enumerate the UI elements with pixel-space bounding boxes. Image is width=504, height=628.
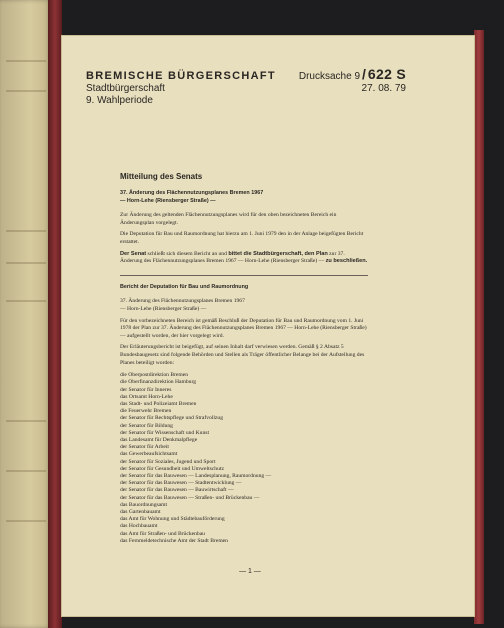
recipient-item: das Fernmeldetechnische Amt der Stadt Bremen [120, 537, 228, 544]
recipient-item: das Ortsamt Horn-Lehe [120, 393, 173, 400]
recipient-item: das Amt für Wohnung und Städtebauförderung [120, 516, 225, 523]
communication-paragraph-3-text-2: zur 37. Änderung des Flächennutzungsplanes Bremen 1967 — Horn-Lehe (Riensberger Straße) — [120, 250, 345, 265]
recipient-item: das Landesamt für Denkmalpflege [120, 436, 198, 443]
recipient-item: der Senator für das Bauwesen — Bauwirtschaft — [120, 487, 234, 494]
printed-matter-number: 622 S [367, 66, 406, 82]
section-divider [120, 275, 368, 276]
senate-label: Der Senat [120, 250, 147, 257]
communication-title: Mitteilung des Senats [120, 172, 203, 181]
recipient-item: das Amt für Straßen- und Brückenbau [120, 530, 205, 537]
recipient-item: der Senator für das Bauwesen — Straßen- und Brückenbau — [120, 494, 260, 501]
communication-paragraph-1: Zur Änderung des geltenden Flächennutzungsplanes wird für den oben bezeichneten Bereich ein Änderungsplan vorgelegt. [120, 212, 337, 226]
chamber-name: Stadtbürgerschaft [86, 83, 165, 94]
report-paragraph-1: Für den vorbezeichneten Bereich ist gemäß Beschluß der Deputation für Bau und Raumordnung vom 1. Juni 1978 der Plan zur 37. Änderung des Flächennutzungsplanes Bremen 1967 — Horn-Lehe (Riensberger Straße) — aufgestellt worden, der hier vorgelegt wird. [120, 317, 367, 339]
recipient-item: die Oberfinanzdirektion Hamburg [120, 379, 197, 386]
request-label: bittet die Stadtbürgerschaft, den Plan [228, 250, 328, 257]
document-date: 27. 08. 79 [361, 83, 406, 94]
recipient-item: der Senator für das Bauwesen — Stadtentwicklung — [120, 480, 242, 487]
recipient-item: der Senator für Bildung [120, 422, 173, 429]
page-number: — 1 — [239, 568, 261, 575]
recipient-item: die Feuerwehr Bremen [120, 408, 172, 415]
legislative-period: 9. Wahlperiode [86, 95, 153, 106]
recipient-item: das Stadt- und Polizeiamt Bremen [120, 400, 197, 407]
communication-paragraph-3-text-1: schließt sich diesem Bericht an und [146, 250, 229, 257]
recipient-list [120, 372, 368, 545]
recipient-item: das Gewerbeaufsichtsamt [120, 451, 178, 458]
page-edge [474, 30, 484, 624]
recipient-item: das Hochbauamt [120, 523, 158, 530]
parliament-name: BREMISCHE BÜRGERSCHAFT [86, 70, 276, 82]
recipient-item: der Senator für Wissenschaft und Kunst [120, 429, 209, 436]
report-subject-line-1: 37. Änderung des Flächennutzungsplanes Bremen 1967 [120, 298, 245, 305]
report-paragraph-2: Der Erläuterungsbericht ist beigefügt, auf seinen Inhalt darf verwiesen werden. Gemäß § 2 Absatz 5 Bundesbaugesetz sind folgende Behörden und Stellen als Träger öffentlicher Belange bei der Aufstellung des Planes beteiligt worden: [120, 344, 365, 366]
communication-paragraph-2: Die Deputation für Bau und Raumordnung hat hierzu am 1. Juni 1979 den in der Anlage beigefügten Bericht erstattet. [120, 231, 364, 245]
report-title: Bericht der Deputation für Bau und Raumordnung [120, 283, 249, 290]
recipient-item: der Senator für Gesundheit und Umweltschutz [120, 465, 224, 472]
communication-subject-line-2: — Horn-Lehe (Riensberger Straße) — [120, 197, 216, 204]
document-body [120, 172, 368, 545]
recipient-item: der Senator für Rechtspflege und Strafvollzug [120, 415, 223, 422]
printed-matter-reference [296, 66, 406, 95]
communication-subject-line-1: 37. Änderung des Flächennutzungsplanes Bremen 1967 [120, 190, 264, 196]
recipient-item: der Senator für Inneres [120, 386, 172, 393]
recipient-item: das Bauordnungsamt [120, 501, 168, 508]
recipient-item: das Gartenbauamt [120, 508, 161, 515]
recipient-item: der Senator für das Bauwesen — Landesplanung, Raumordnung — [120, 472, 272, 479]
recipient-item: der Senator für Soziales, Jugend und Sport [120, 458, 216, 465]
printed-matter-slash: / [362, 66, 366, 82]
communication-paragraph-3 [120, 251, 368, 266]
binder-spine [48, 0, 62, 628]
printed-matter-label: Drucksache 9 [298, 71, 361, 82]
resolve-label: zu beschließen. [325, 258, 368, 265]
recipient-item: der Senator für Arbeit [120, 444, 169, 451]
report-subject-line-2: — Horn-Lehe (Riensberger Straße) — [120, 305, 207, 312]
previous-page [0, 0, 50, 628]
recipient-item: die Oberpostdirektion Bremen [120, 372, 189, 379]
